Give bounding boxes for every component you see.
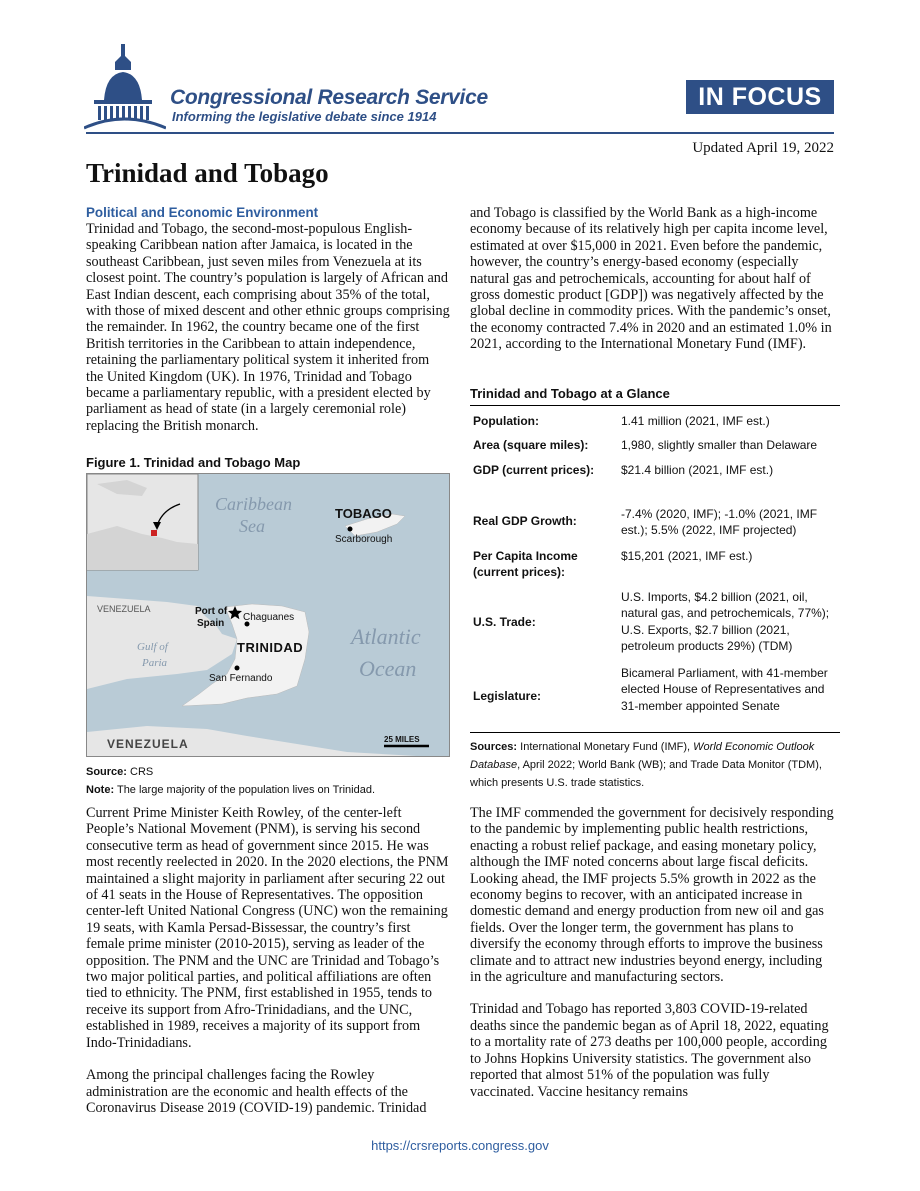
table-row xyxy=(470,585,840,661)
right-column-top xyxy=(470,205,834,353)
sources-text-a: International Monetary Fund (IMF), xyxy=(520,741,694,753)
row-value: Bicameral Parliament, with 41-member elected House of Representatives and 31-member appointed Senate xyxy=(621,665,828,713)
source-label: Source: xyxy=(86,766,127,778)
row-value: -7.4% (2020, IMF); -1.0% (2021, IMF est.); 5.5% (2022, IMF projected) xyxy=(621,506,818,537)
capitol-dome-logo xyxy=(84,40,166,130)
table-row xyxy=(470,661,840,733)
map-label-spain: Spain xyxy=(197,618,225,629)
map-label-tobago: TOBAGO xyxy=(335,506,392,521)
map-label-ocean: Ocean xyxy=(359,656,417,681)
sources-italic: World Economic Outlook Database xyxy=(470,741,815,771)
left-column-body xyxy=(86,805,450,1116)
map-label-caribbean: Caribbean xyxy=(215,494,293,514)
trinidad-tobago-map xyxy=(86,473,450,757)
map-label-trinidad: TRINIDAD xyxy=(237,640,304,655)
intro-paragraph: Trinidad and Tobago, the second-most-populous English-speaking Caribbean nation after Jamaica, is located in the southeast Caribbean, just seven miles from Venezuela at its closest point. The country’s population is largely of African and East Indian descent, each comprising about 35% of the total, with those of mixed descent and other ethnic groups comprising the remainder. In 1962, the country became one of the first British territories in the Caribbean to attain independence, retaining the parliamentary political system it inherited from the United Kingdom (UK). In 1976, Trinidad and Tobago became a parliamentary republic, with a president elected by parliament as head of state (in a largely ceremonial role) replacing the British monarch. xyxy=(86,221,450,434)
row-value: 1,980, slightly smaller than Delaware xyxy=(621,437,818,452)
paragraph-challenges: Among the principal challenges facing the Rowley administration are the economic and health effects of the Coronavirus Disease 2019 (COVID-19) pandemic. Trinidad xyxy=(86,1067,427,1116)
row-key: Area (square miles): xyxy=(473,437,589,452)
document-title: Trinidad and Tobago xyxy=(86,158,329,188)
header-rule xyxy=(86,132,834,134)
map-label-port-of: Port of xyxy=(195,606,228,617)
row-key: Per Capita Income (current prices): xyxy=(473,548,578,579)
row-value: $15,201 (2021, IMF est.) xyxy=(621,548,753,563)
paragraph-economy: and Tobago is classified by the World Bank as a high-income economy because of its relatively high per capita income level, estimated at over $15,000 in 2021. Even before the pandemic, however, the country’s energy-based economy (especially natural gas and petrochemicals, accounting for about half of gross domestic product [GDP]) was negatively affected by the global decline in commodity prices. With the pandemic’s onset, the economy contracted 7.4% in 2020 and an estimated 1.0% in 2021, according to the International Monetary Fund (IMF). xyxy=(470,205,832,353)
paragraph-leadership: Current Prime Minister Keith Rowley, of the center-left People’s National Movement (PNM), is serving his second consecutive term as head of government since 2015. He was most recently reelected in 2020. In the 2020 elections, the PNM maintained a slight majority in parliament after securing 22 out of 41 seats in the House of Representatives. The opposition center-left United National Congress (UNC) won the remaining 19 seats, with Kamla Persad-Bissessar, the country’s first female prime minister (2010-2015), serving as leader of the opposition. The PNM and the UNC are Trinidad and Tobago’s two major political parties, and political affiliations are often tied to ethnicity. The PNM, first established in 1955, tends to receive its support from Afro-Trinidadians, and the UNC, established in 1989, receives a majority of its support from Indo-Trinidadians. xyxy=(86,805,449,1051)
table-row xyxy=(470,433,840,458)
map-label-venezuela-bottom: VENEZUELA xyxy=(107,737,189,751)
row-key: Legislature: xyxy=(473,689,542,703)
row-value: 1.41 million (2021, IMF est.) xyxy=(621,414,770,428)
document-header xyxy=(0,0,920,156)
left-column-intro xyxy=(86,205,450,434)
table-row xyxy=(470,406,840,433)
map-label-scarborough: Scarborough xyxy=(335,534,393,545)
in-focus-badge: IN FOCUS xyxy=(686,80,834,114)
glance-sources xyxy=(470,738,840,792)
glance-title: Trinidad and Tobago at a Glance xyxy=(470,386,670,401)
row-key: Population: xyxy=(473,414,539,428)
paragraph-covid: Trinidad and Tobago has reported 3,803 COVID-19-related deaths since the pandemic began as of April 18, 2022, equating to a mortality rate of 273 deaths per 100,000 people, according to Johns Hopkins University statistics. The government also reported that almost 51% of the population was fully vaccinated. Vaccine hesitancy remains xyxy=(470,1001,829,1100)
map-label-paria: Paria xyxy=(142,657,168,669)
map-label-sea: Sea xyxy=(239,516,265,536)
table-row xyxy=(470,458,840,500)
org-tagline: Informing the legislative debate since 1914 xyxy=(172,109,437,124)
row-value: U.S. Imports, $4.2 billion (2021, oil, natural gas, and petrochemicals, 77%); U.S. Exports, $2.7 billion (2021, petroleum products 29%) (TDM) xyxy=(621,589,830,653)
map-label-san-fernando: San Fernando xyxy=(209,673,273,684)
note-label: Note: xyxy=(86,784,115,796)
table-row xyxy=(470,543,840,585)
footer-url-link[interactable]: https://crsreports.congress.gov xyxy=(371,1138,549,1153)
section-heading: Political and Economic Environment xyxy=(86,205,319,220)
note-text: The large majority of the population lives on Trinidad. xyxy=(116,784,376,796)
table-row xyxy=(470,500,840,543)
map-label-venezuela-top: VENEZUELA xyxy=(97,604,151,614)
sources-label: Sources: xyxy=(470,741,518,753)
paragraph-imf: The IMF commended the government for decisively responding to the pandemic by implementing public health restrictions, enacting a robust relief package, and easing monetary policy, although the IMF noted concerns about large fiscal deficits. Looking ahead, the IMF projects 5.5% growth in 2022 as the economy begins to recover, with an anticipated increase in domestic demand and energy production from new oil and gas fields. Over the longer term, the government has plans to diversify the economy through efforts to improve the business climate and to attract new industries beyond energy, including in the agriculture and manufacturing sectors. xyxy=(470,805,834,986)
org-name: Congressional Research Service xyxy=(170,86,488,109)
glance-table xyxy=(470,405,840,733)
source-text: CRS xyxy=(130,766,154,778)
map-label-chaguanes: Chaguanes xyxy=(243,612,295,623)
figure-title: Figure 1. Trinidad and Tobago Map xyxy=(86,455,301,470)
row-key: GDP (current prices): xyxy=(473,462,595,477)
map-label-atlantic: Atlantic xyxy=(351,624,421,649)
row-key: U.S. Trade: xyxy=(473,615,536,630)
figure-source xyxy=(86,765,450,797)
row-value: $21.4 billion (2021, IMF est.) xyxy=(621,462,774,477)
sources-text-b: , April 2022; World Bank (WB); and Trade Data Monitor (TDM), which presents U.S. trade statistics. xyxy=(470,759,822,789)
updated-date: Updated April 19, 2022 xyxy=(692,140,834,156)
map-label-gulf: Gulf of xyxy=(137,641,168,653)
row-key: Real GDP Growth: xyxy=(473,513,577,528)
right-column-body xyxy=(470,805,834,1100)
map-label-scale: 25 MILES xyxy=(384,735,420,744)
